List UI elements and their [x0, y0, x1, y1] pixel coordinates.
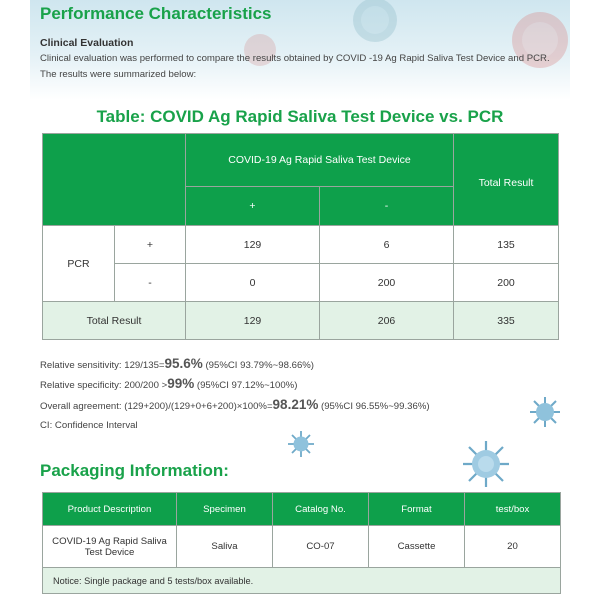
packaging-header-catalog: Catalog No. [273, 493, 369, 526]
table-cell: 6 [320, 226, 454, 264]
table-cell: 129 [186, 302, 320, 340]
agreement-value: 98.21% [272, 397, 319, 412]
table-cell: 0 [186, 264, 320, 302]
sensitivity-value: 95.6% [164, 356, 203, 371]
packaging-cell: Cassette [369, 526, 465, 568]
clinical-evaluation-heading: Clinical Evaluation [40, 37, 134, 49]
device-positive-header: + [186, 187, 320, 226]
sensitivity-line [40, 356, 560, 371]
agreement-line [40, 397, 560, 412]
table-cell: 200 [454, 264, 559, 302]
intro-paragraph: Clinical evaluation was performed to compare the results obtained by COVID -19 Ag Rapid Saliva Test Device and PCR. The results were summarized below: [40, 53, 550, 80]
packaging-header-specimen: Specimen [177, 493, 273, 526]
sensitivity-ci: (95%CI 93.79%~98.66%) [202, 360, 315, 371]
sensitivity-text: Relative sensitivity: 129/135= [40, 360, 165, 371]
packaging-cell: 20 [465, 526, 561, 568]
pcr-negative-label: - [115, 264, 186, 302]
agreement-ci: (95%CI 96.55%~99.36%) [318, 401, 430, 412]
total-row-label: Total Result [43, 302, 186, 340]
packaging-cell: CO-07 [273, 526, 369, 568]
device-negative-header: - [320, 187, 454, 226]
pcr-positive-label: + [115, 226, 186, 264]
comparison-table [42, 133, 559, 340]
table-cell: 135 [454, 226, 559, 264]
ci-note: CI: Confidence Interval [40, 420, 138, 431]
table-cell: 129 [186, 226, 320, 264]
page-title: Performance Characteristics [40, 4, 272, 23]
comparison-table-title: Table: COVID Ag Rapid Saliva Test Device vs. PCR [96, 107, 504, 126]
total-result-header: Total Result [454, 134, 559, 226]
virus-icon [462, 440, 510, 488]
packaging-cell: COVID-19 Ag Rapid Saliva Test Device [43, 526, 177, 568]
specificity-ci: (95%CI 97.12%~100%) [194, 380, 298, 391]
device-header: COVID-19 Ag Rapid Saliva Test Device [186, 134, 454, 187]
virus-icon [528, 395, 562, 429]
table-cell: 335 [454, 302, 559, 340]
packaging-header-format: Format [369, 493, 465, 526]
specificity-line [40, 376, 560, 391]
packaging-header-product: Product Description [43, 493, 177, 526]
packaging-cell: Saliva [177, 526, 273, 568]
pcr-label: PCR [43, 226, 115, 302]
page [30, 0, 570, 600]
table-cell: 206 [320, 302, 454, 340]
packaging-header-test-box: test/box [465, 493, 561, 526]
agreement-text: Overall agreement: (129+200)/(129+0+6+200)×100%= [40, 401, 273, 412]
packaging-title: Packaging Information: [40, 461, 229, 480]
packaging-table [42, 492, 561, 594]
virus-icon [287, 430, 315, 458]
table-cell: 200 [320, 264, 454, 302]
table-corner-cell [43, 134, 186, 226]
specificity-value: 99% [167, 376, 195, 391]
specificity-text: Relative specificity: 200/200 > [40, 380, 168, 391]
packaging-notice: Notice: Single package and 5 tests/box available. [43, 568, 561, 594]
